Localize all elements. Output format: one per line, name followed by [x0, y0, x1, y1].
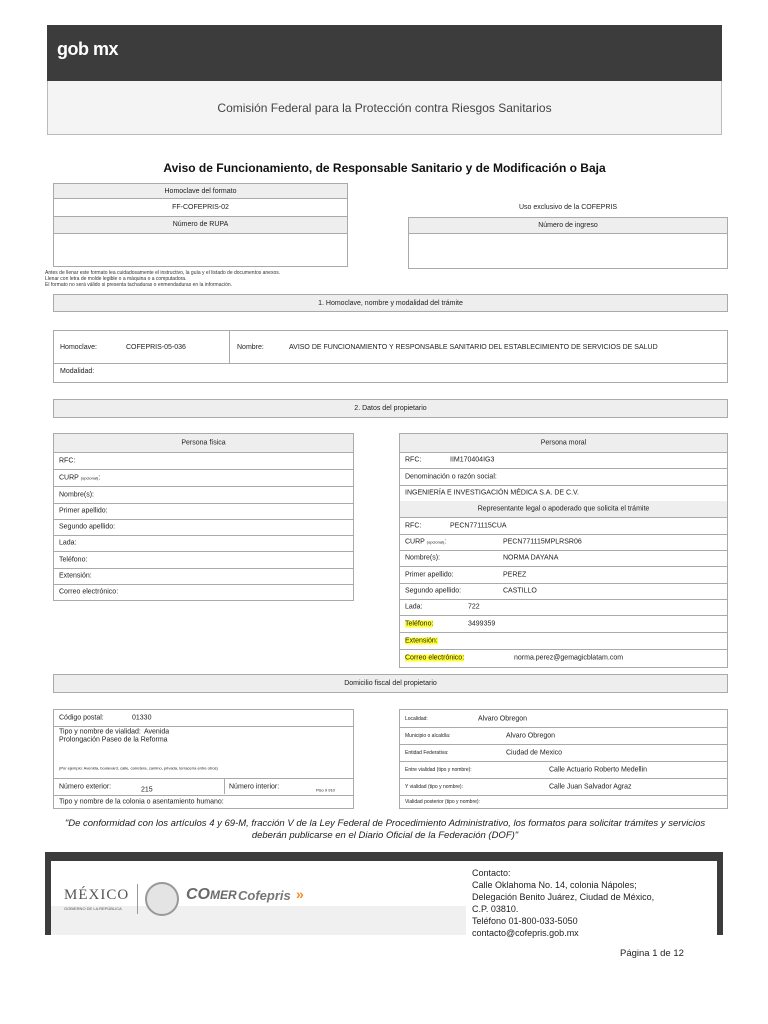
rep-rfc-label: RFC: [405, 522, 422, 529]
colonia-label: Tipo y nombre de la colonia o asentamiento humano: [59, 798, 224, 806]
rep-email-value: norma.perez@gemagicblatam.com [514, 654, 624, 662]
divider [229, 331, 230, 364]
entidad-row[interactable] [400, 744, 727, 762]
posterior-row[interactable] [400, 795, 727, 809]
gobierno-text: GOBIERNO DE LA REPÚBLICA [64, 906, 122, 911]
rep-ap2-value: CASTILLO [503, 587, 537, 595]
fisica-row-tel[interactable] [54, 551, 353, 569]
logo-divider [137, 884, 138, 914]
ingreso-label: Número de ingreso [408, 217, 728, 234]
contact-line: Delegación Benito Juárez, Ciudad de México, [472, 892, 655, 902]
cofepris-logo: Cofepris [238, 888, 291, 903]
contact-email[interactable]: contacto@cofepris.gob.mx [472, 928, 579, 938]
ext-value: 215 [141, 786, 153, 794]
localidad-label: Localidad: [405, 715, 428, 722]
domicilio-left-table [53, 709, 354, 809]
moral-rfc-value: IIM170404IG3 [450, 456, 495, 464]
moral-razon-value: INGENIERÍA E INVESTIGACIÓN MÉDICA S.A. DE C.V. [405, 489, 580, 497]
section2-title: 2. Datos del propietario [53, 399, 728, 418]
contact-line: Contacto: [472, 868, 511, 878]
homoclave-value[interactable]: COFEPRIS-05-036 [126, 344, 186, 351]
rep-row-lada[interactable] [400, 599, 727, 616]
rep-curp-optional: (opcional) [426, 539, 445, 545]
int-value: Piso 9 910 [316, 787, 335, 793]
instruction-line: Llenar con letra de molde legible o a máquina o a computadora. [45, 276, 187, 282]
rep-title-row [400, 501, 727, 518]
rep-row-ap2[interactable] [400, 583, 727, 600]
cp-value: 01330 [132, 714, 152, 722]
cp-row[interactable] [54, 710, 353, 727]
colonia-row[interactable] [54, 795, 353, 809]
moral-razon-label: Denominación o razón social: [405, 473, 497, 480]
homoclave-format-label: Homoclave del formato [53, 183, 348, 199]
rep-curp-label: CURP (opcional): [405, 538, 447, 546]
rep-ap1-value: PEREZ [503, 571, 527, 578]
curp-text: CURP [59, 474, 79, 481]
divider [224, 778, 225, 794]
fisica-lada-label: Lada: [59, 539, 77, 547]
fisica-row-ap2[interactable] [54, 519, 353, 536]
contact-line: C.P. 03810. [472, 904, 519, 914]
curp-optional: (opcional) [80, 475, 99, 480]
homoclave-label: Homoclave: [60, 344, 97, 351]
fisica-row-curp[interactable] [54, 469, 353, 487]
moral-row-rfc[interactable] [400, 452, 727, 469]
contact-block [472, 867, 654, 939]
rep-nombre-value: NORMA DAYANA [503, 554, 559, 562]
entre-label: Entre vialidad (tipo y nombre): [405, 766, 472, 773]
fisica-row-lada[interactable] [54, 535, 353, 552]
numero-row[interactable] [54, 778, 353, 796]
escudo-icon [145, 882, 179, 916]
fisica-row-email[interactable] [54, 584, 353, 600]
dof-quote: "De conformidad con los artículos 4 y 69-M, fracción V de la Ley Federal de Procedimiento Administrativo, los formatos para solicitar trámites y servicios deberán publicarse en el Diario Oficial de la Federación (DOF)" [64, 818, 706, 841]
fisica-row-ap1[interactable] [54, 503, 353, 520]
fisica-ap1-label: Primer apellido: [59, 507, 108, 515]
moral-row-razon-value[interactable] [400, 485, 727, 502]
persona-moral-table [399, 433, 728, 668]
rep-row-ap1[interactable] [400, 566, 727, 584]
persona-moral-title-text: Persona moral [540, 439, 587, 447]
localidad-value: Alvaro Obregon [478, 715, 528, 722]
moral-row-razon-label [400, 468, 727, 486]
fisica-email-label: Correo electrónico: [59, 588, 119, 596]
section1-row [54, 331, 727, 364]
domicilio-right-table [399, 709, 728, 809]
vialidad-value: Avenida [144, 728, 170, 736]
fisica-ap2-label: Segundo apellido: [59, 523, 116, 531]
entidad-value: Ciudad de Mexico [506, 749, 563, 756]
persona-fisica-title [54, 434, 353, 453]
entidad-label: Entidad Federativa: [405, 749, 449, 756]
gobmx-header-bar [47, 25, 722, 81]
y-label: Y vialidad (tipo y nombre): [405, 783, 463, 790]
fisica-nombre-label: Nombre(s): [59, 491, 95, 498]
page-number: Página 1 de 12 [620, 948, 684, 959]
persona-moral-title [400, 434, 727, 453]
contact-line: Calle Oklahoma No. 14, colonia Nápoles; [472, 880, 637, 890]
localidad-row[interactable] [400, 710, 727, 728]
rep-row-nombre[interactable] [400, 550, 727, 567]
moral-rfc-label: RFC: [405, 456, 422, 464]
instruction-line: Antes de llenar este formato lea cuidadosamente el instructivo, la guía y el listado de documentos anexos. [45, 270, 281, 276]
rep-lada-value: 722 [468, 603, 480, 611]
fisica-row-ext[interactable] [54, 568, 353, 585]
cofepris-exclusive-label: Uso exclusivo de la COFEPRIS [518, 204, 618, 211]
entre-row[interactable] [400, 761, 727, 779]
persona-fisica-table [53, 433, 354, 601]
rep-email-label: Correo electrónico: [405, 654, 465, 662]
domicilio-title: Domicilio fiscal del propietario [53, 674, 728, 693]
rep-row-tel[interactable] [400, 615, 727, 633]
cofepris-co-logo: COMER [186, 886, 237, 903]
rupa-label: Número de RUPA [53, 217, 348, 234]
section1-table [53, 330, 728, 383]
rep-tel-label: Teléfono: [405, 620, 434, 627]
homoclave-format-value: FF-COFEPRIS-02 [53, 199, 348, 217]
nombre-label: Nombre: [237, 344, 264, 351]
fisica-row-rfc[interactable] [54, 452, 353, 470]
fisica-rfc-label: RFC: [59, 457, 76, 464]
municipio-value: Alvaro Obregon [506, 732, 556, 739]
instruction-line: El formato no será válido si presenta tachaduras o enmendaduras en la información. [45, 282, 233, 288]
section1-title: 1. Homoclave, nombre y modalidad del trámite [53, 294, 728, 312]
ext-label: Número exterior: [59, 783, 112, 790]
rep-row-ext[interactable] [400, 632, 727, 650]
rep-tel-value: 3499359 [468, 620, 496, 627]
rep-curp-text: CURP [405, 538, 425, 546]
gobmx-logo[interactable]: gob mx [57, 39, 119, 59]
persona-fisica-title-text: Persona física [181, 439, 226, 447]
municipio-label: Municipio o alcaldía: [405, 732, 451, 739]
contact-line: Teléfono 01-800-033-5050 [472, 916, 578, 926]
rep-curp-value: PECN771115MPLRSR06 [503, 538, 582, 546]
footer-bar [45, 852, 723, 861]
rep-ext-label: Extensión: [405, 637, 438, 644]
modalidad-label: Modalidad: [60, 368, 95, 375]
ingreso-field[interactable] [408, 234, 728, 269]
rep-lada-label: Lada: [405, 603, 423, 611]
fisica-ext-label: Extensión: [59, 572, 92, 580]
y-row[interactable] [400, 778, 727, 796]
rep-row-email[interactable] [400, 649, 727, 667]
rep-ap2-label: Segundo apellido: [405, 587, 462, 595]
fisica-row-nombre[interactable] [54, 486, 353, 504]
document-title: Aviso de Funcionamiento, de Responsable Sanitario y de Modificación o Baja [163, 161, 606, 175]
y-value: Calle Juan Salvador Agraz [549, 783, 632, 790]
posterior-label: Vialidad posterior (tipo y nombre): [405, 799, 480, 805]
rep-row-rfc[interactable] [400, 517, 727, 535]
rep-row-curp[interactable] [400, 534, 727, 551]
rep-title: Representante legal o apoderado que solicita el trámite [477, 505, 650, 513]
rep-ap1-label: Primer apellido: [405, 571, 454, 578]
vialidad-value-2: Prolongación Paseo de la Reforma [59, 736, 168, 744]
rupa-field[interactable] [53, 234, 348, 267]
vialidad-row[interactable] [54, 726, 353, 779]
nombre-value[interactable]: AVISO DE FUNCIONAMIENTO Y RESPONSABLE SANITARIO DEL ESTABLECIMIENTO DE SERVICIOS DE SALUD [289, 344, 658, 351]
int-label: Número interior: [229, 783, 280, 790]
agency-banner: Comisión Federal para la Protección contra Riesgos Sanitarios [47, 81, 722, 135]
cofepris-arrow-icon: » [296, 886, 304, 902]
fisica-curp-label: CURP (opcional): [59, 474, 101, 481]
fisica-tel-label: Teléfono: [59, 556, 88, 563]
instructions [45, 270, 445, 288]
rep-nombre-label: Nombre(s): [405, 554, 441, 562]
rep-rfc-value: PECN771115CUA [450, 522, 507, 529]
vialidad-label: Tipo y nombre de vialidad: [59, 728, 141, 736]
entre-value: Calle Actuario Roberto Medellin [549, 766, 648, 773]
cp-label: Código postal: [59, 714, 104, 722]
vialidad-ejemplo: (Por ejemplo: Avenida, boulevard, calle, carretera, camino, privada, terracería entre otros) [59, 765, 218, 771]
mexico-logo: MÉXICO [64, 887, 130, 903]
municipio-row[interactable] [400, 727, 727, 745]
